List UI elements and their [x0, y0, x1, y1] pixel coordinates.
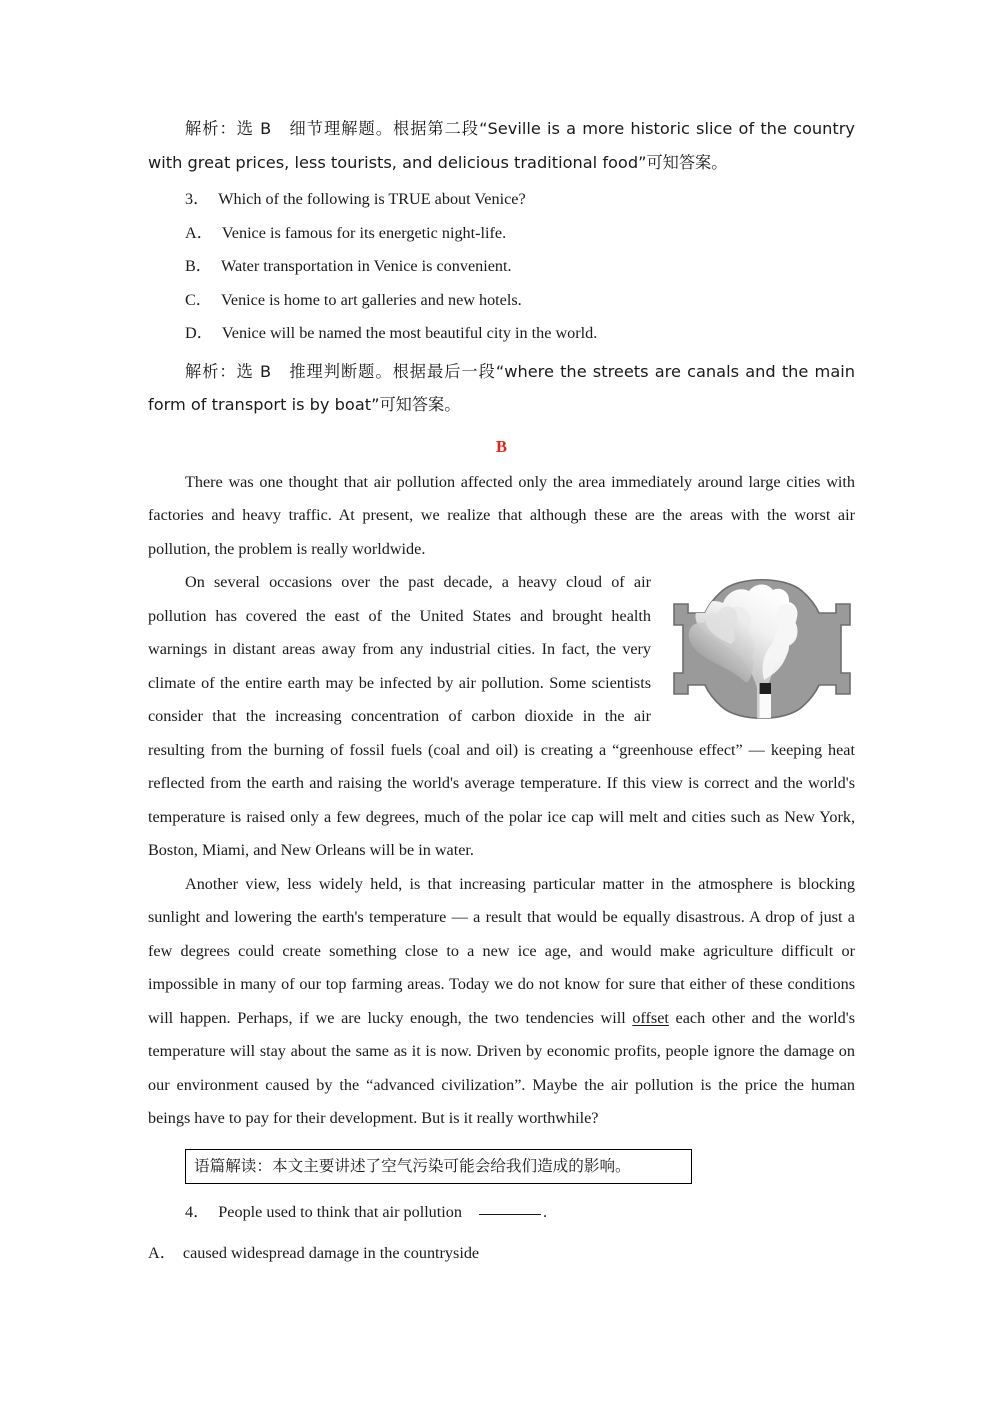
- passage-paragraph-3: [148, 868, 855, 1136]
- question-4-stem: [148, 1196, 855, 1230]
- spacer-before-summary: [148, 1136, 855, 1140]
- option-b-text: Water transportation in Venice is convenient.: [220, 257, 512, 275]
- answer-blank[interactable]: [479, 1214, 541, 1215]
- analysis-q3-text: 解析：选 B 推理判断题。根据最后一段“where the streets are canals and the main form of transport is by boat”可知答案。: [148, 361, 855, 414]
- spacer-before-section-letter: [148, 422, 855, 430]
- chimney-shadow: [757, 683, 760, 720]
- question-4-stem-tail: .: [542, 1202, 548, 1221]
- top-spacer-6: [148, 100, 855, 112]
- question-3-stem: [148, 183, 855, 217]
- question-3-stem-text: Which of the following is TRUE about Venice?: [218, 190, 526, 208]
- q4-option-a-text: caused widespread damage in the countryside: [182, 1244, 480, 1262]
- passage-paragraph-1-text: There was one thought that air pollution affected only the area immediately around large cities with factories and heavy traffic. At present, we realize that although these are the areas with the worst air pollution, the problem is really worldwide.: [148, 472, 855, 558]
- question-4-stem-text: People used to think that air pollution: [218, 1202, 462, 1221]
- top-spacer: [148, 0, 855, 20]
- passage-paragraph-3-part1: Another view, less widely held, is that increasing particular matter in the atmosphere is blocking sunlight and lowering the earth's temperature — a result that would be equally disastrous. A drop of just a few degrees could create something close to a new ice age, and would make agriculture difficult or impossible in many of our top farming areas. Today we do not know for sure that either of these conditions will happen. Perhaps, if we are lucky enough, the two tendencies will: [148, 874, 855, 1027]
- option-c-letter: C．: [185, 290, 212, 309]
- option-a-letter: A．: [185, 223, 213, 242]
- top-spacer-5: [148, 80, 855, 100]
- spacer-before-q4-options: [148, 1229, 855, 1237]
- passage-summary-box: [185, 1149, 692, 1184]
- passage-paragraph-3-part2: each other and the world's temperature will stay about the same as it is now. Driven by economic profits, people ignore the damage on our environment caused by the “advanced civilization”. Maybe the air pollution is the price the human beings have to pay for their development. But is it really worthwhile?: [148, 1008, 855, 1127]
- analysis-question-3: [148, 355, 855, 422]
- passage-paragraph-2-block: [148, 566, 855, 868]
- spacer-after-summary: [148, 1184, 855, 1196]
- option-b-letter: B．: [185, 257, 212, 275]
- document-page: [148, 0, 855, 1414]
- option-a-text: Venice is famous for its energetic night-life.: [221, 223, 507, 242]
- question-3-option-c[interactable]: [148, 284, 855, 318]
- smokestack-pollution-icon: [669, 570, 855, 728]
- passage-paragraph-2-text: On several occasions over the past decade, a heavy cloud of air pollution has covered the east of the United States and brought health warnings in distant areas away from any industrial cities. In fact, the very climate of the entire earth may be infected by air pollution. Some scientists consider that the increasing concentration of carbon dioxide in the air resulting from the burning of fossil fuels (coal and oil) is creating a “greenhouse effect” — keeping heat reflected from the earth and raising the world's average temperature. If this view is correct and the world's temperature is raised only a few degrees, much of the polar ice cap will melt and cities such as New York, Boston, Miami, and New Orleans will be in water.: [148, 573, 855, 859]
- top-spacer-2: [148, 20, 855, 40]
- analysis-question-2: [148, 112, 855, 179]
- q4-option-a-letter: A．: [148, 1244, 176, 1262]
- analysis-q2-text: 解析：选 B 细节理解题。根据第二段“Seville is a more historic slice of the country with great prices, less tourists, and delicious traditional food”可知答案。: [148, 119, 855, 172]
- question-3-option-d[interactable]: [148, 317, 855, 351]
- top-spacer-3: [148, 40, 855, 60]
- option-d-letter: D．: [185, 324, 213, 342]
- top-spacer-4: [148, 60, 855, 80]
- question-3-number: 3．: [185, 190, 210, 208]
- question-3-option-a[interactable]: [148, 217, 855, 251]
- section-letter-b: [148, 430, 855, 462]
- section-letter-text: B: [495, 436, 507, 456]
- option-c-text: Venice is home to art galleries and new hotels.: [220, 290, 522, 309]
- underlined-word-offset: offset: [632, 1008, 669, 1027]
- question-4-option-a[interactable]: [148, 1237, 855, 1271]
- pollution-figure: [669, 570, 855, 728]
- passage-summary-text: 语篇解读：本文主要讲述了空气污染可能会给我们造成的影响。: [194, 1156, 631, 1175]
- option-d-text: Venice will be named the most beautiful city in the world.: [221, 324, 598, 342]
- passage-paragraph-1: [148, 466, 855, 567]
- question-4-number: 4．: [185, 1202, 210, 1221]
- question-3-option-b[interactable]: [148, 250, 855, 284]
